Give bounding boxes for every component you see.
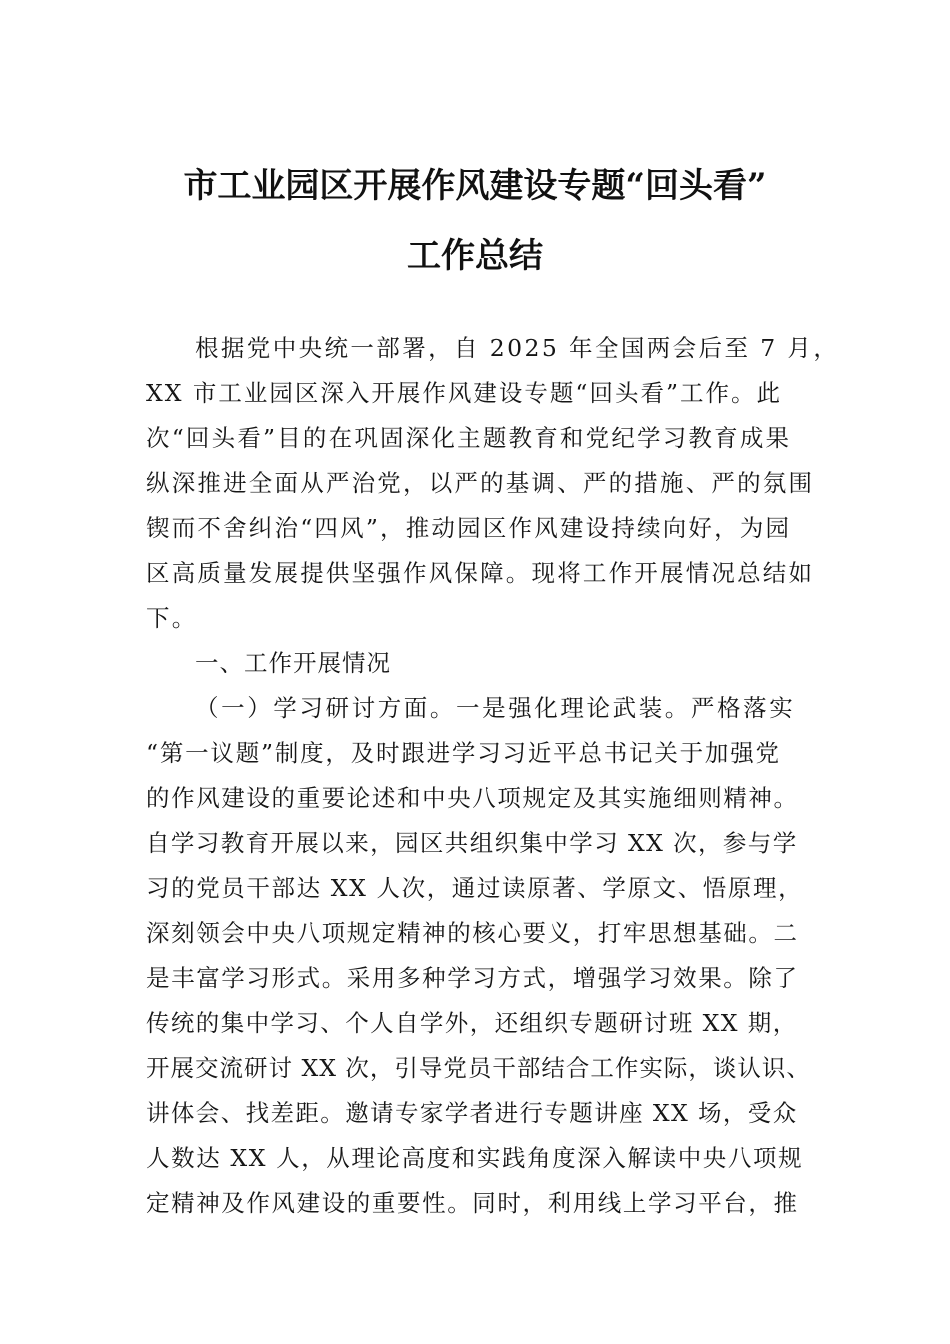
paragraph-1-line-1: 根据党中央统一部署，自 2025 年全国两会后至 7 月，: [195, 334, 840, 362]
section-1-heading: 一、工作开展情况: [195, 649, 391, 677]
paragraph-2-line-10: 讲体会、找差距。邀请专家学者进行专题讲座 XX 场，受众: [146, 1099, 798, 1127]
paragraph-1-line-6: 区高质量发展提供坚强作风保障。现将工作开展情况总结如: [146, 559, 815, 587]
paragraph-2-line-3: 的作风建设的重要论述和中央八项规定及其实施细则精神。: [146, 784, 799, 812]
paragraph-1-line-2: XX 市工业园区深入开展作风建设专题“回头看”工作。此: [146, 379, 782, 407]
paragraph-1-line-7: 下。: [146, 604, 198, 632]
paragraph-2-line-8: 传统的集中学习、个人自学外，还组织专题研讨班 XX 期，: [146, 1009, 798, 1037]
paragraph-2-line-2: “第一议题”制度，及时跟进学习习近平总书记关于加强党: [146, 739, 781, 767]
paragraph-1-line-4: 纵深推进全面从严治党，以严的基调、严的措施、严的氛围: [146, 469, 815, 497]
paragraph-2-line-7: 是丰富学习形式。采用多种学习方式，增强学习效果。除了: [146, 964, 799, 992]
paragraph-2-line-9: 开展交流研讨 XX 次，引导党员干部结合工作实际，谈认识、: [146, 1054, 811, 1082]
paragraph-2-line-6: 深刻领会中央八项规定精神的核心要义，打牢思想基础。二: [146, 919, 799, 947]
paragraph-2-line-12: 定精神及作风建设的重要性。同时，利用线上学习平台，推: [146, 1189, 799, 1217]
paragraph-2-line-11: 人数达 XX 人，从理论高度和实践角度深入解读中央八项规: [146, 1144, 804, 1172]
document-title-line-1: 市工业园区开展作风建设专题“回头看”: [183, 166, 767, 206]
document-title-line-2: 工作总结: [407, 236, 543, 276]
paragraph-2-line-1: （一）学习研讨方面。一是强化理论武装。严格落实: [195, 694, 796, 722]
paragraph-1-line-5: 锲而不舍纠治“四风”，推动园区作风建设持续向好，为园: [146, 514, 792, 542]
paragraph-2-line-5: 习的党员干部达 XX 人次，通过读原著、学原文、悟原理，: [146, 874, 804, 902]
paragraph-1-line-3: 次“回头看”目的在巩固深化主题教育和党纪学习教育成果: [146, 424, 792, 452]
paragraph-2-line-4: 自学习教育开展以来，园区共组织集中学习 XX 次，参与学: [146, 829, 798, 857]
